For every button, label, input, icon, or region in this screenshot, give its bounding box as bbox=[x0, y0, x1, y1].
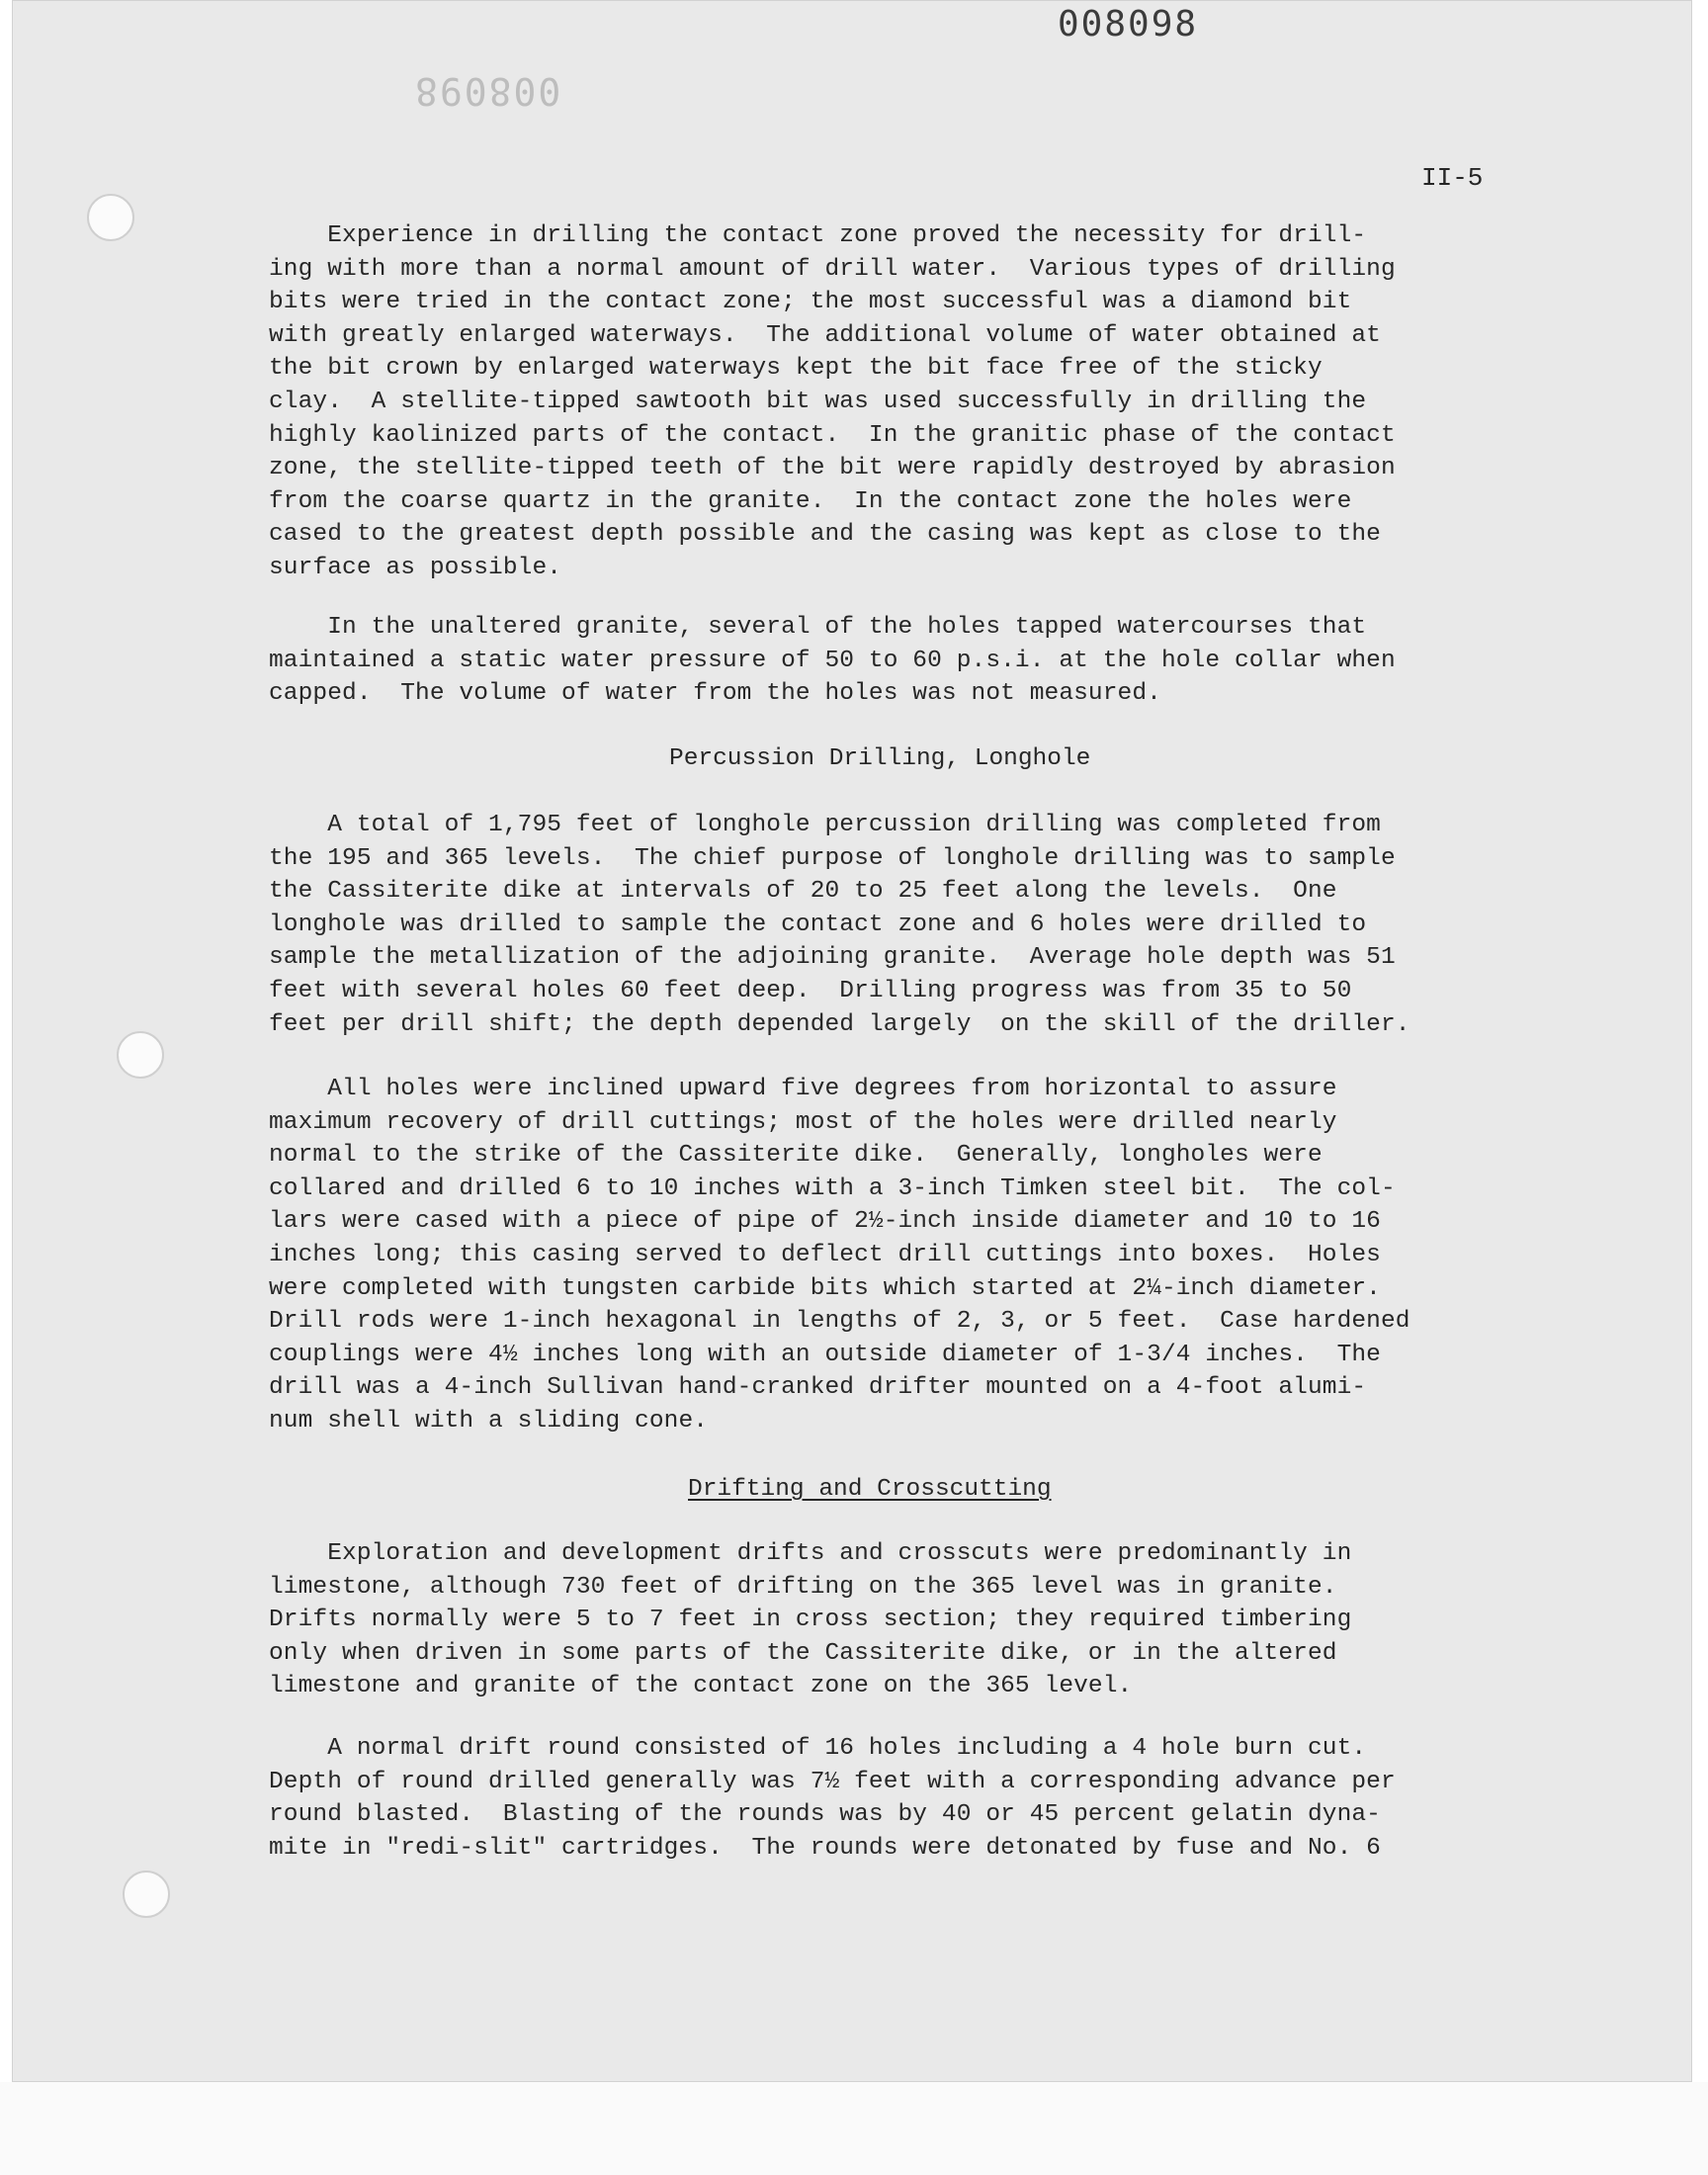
paragraph-hole-inclination bbox=[269, 1073, 1583, 1438]
paragraph-longhole-total bbox=[269, 809, 1583, 1041]
scan-margin bbox=[0, 2082, 1708, 2175]
text-line: collared and drilled 6 to 10 inches with a 3-inch Timken steel bit. The col- bbox=[269, 1174, 1396, 1202]
text-line: feet with several holes 60 feet deep. Drilling progress was from 35 to 50 bbox=[269, 977, 1352, 1004]
punch-hole-middle bbox=[117, 1031, 164, 1079]
text-line: num shell with a sliding cone. bbox=[269, 1407, 709, 1435]
text-line: drill was a 4-inch Sullivan hand-cranked drifter mounted on a 4-foot alumi- bbox=[269, 1374, 1367, 1402]
text-line: Exploration and development drifts and crosscuts were predominantly in bbox=[269, 1540, 1352, 1567]
text-line: the 195 and 365 levels. The chief purpose of longhole drilling was to sample bbox=[269, 844, 1396, 872]
text-line: from the coarse quartz in the granite. In the contact zone the holes were bbox=[269, 487, 1352, 515]
text-line: A normal drift round consisted of 16 holes including a 4 hole burn cut. bbox=[269, 1735, 1367, 1762]
paragraph-drift-round bbox=[269, 1732, 1583, 1865]
text-line: lars were cased with a piece of pipe of 2½-inch inside diameter and 10 to 16 bbox=[269, 1208, 1381, 1236]
text-line: highly kaolinized parts of the contact. In the granitic phase of the contact bbox=[269, 421, 1396, 449]
text-line: In the unaltered granite, several of the holes tapped watercourses that bbox=[269, 614, 1367, 641]
text-line: cased to the greatest depth possible and the casing was kept as close to the bbox=[269, 521, 1381, 549]
text-line: inches long; this casing served to deflect drill cuttings into boxes. Holes bbox=[269, 1241, 1381, 1268]
serial-number-stamp: 008098 bbox=[1058, 4, 1199, 44]
text-line: mite in "redi-slit" cartridges. The rounds were detonated by fuse and No. 6 bbox=[269, 1834, 1381, 1862]
text-line: maximum recovery of drill cuttings; most of the holes were drilled nearly bbox=[269, 1108, 1337, 1136]
text-line: with greatly enlarged waterways. The additional volume of water obtained at bbox=[269, 321, 1381, 349]
text-line: capped. The volume of water from the holes was not measured. bbox=[269, 680, 1161, 708]
text-line: Experience in drilling the contact zone proved the necessity for drill- bbox=[269, 222, 1367, 249]
text-line: Drill rods were 1-inch hexagonal in lengths of 2, 3, or 5 feet. Case hardened bbox=[269, 1308, 1410, 1336]
text-line: Depth of round drilled generally was 7½ feet with a corresponding advance per bbox=[269, 1768, 1396, 1795]
text-line: only when driven in some parts of the Cassiterite dike, or in the altered bbox=[269, 1639, 1337, 1667]
text-line: Drifts normally were 5 to 7 feet in cross section; they required timbering bbox=[269, 1607, 1352, 1634]
text-line: feet per drill shift; the depth depended largely on the skill of the driller. bbox=[269, 1010, 1410, 1038]
text-line: limestone and granite of the contact zone on the 365 level. bbox=[269, 1673, 1133, 1700]
text-line: round blasted. Blasting of the rounds was by 40 or 45 percent gelatin dyna- bbox=[269, 1801, 1381, 1829]
text-line: surface as possible. bbox=[269, 554, 562, 581]
punch-hole-top bbox=[87, 194, 134, 241]
paragraph-exploration-drifts bbox=[269, 1537, 1583, 1703]
text-line: A total of 1,795 feet of longhole percussion drilling was completed from bbox=[269, 812, 1381, 838]
text-line: bits were tried in the contact zone; the most successful was a diamond bit bbox=[269, 289, 1352, 316]
text-line: ing with more than a normal amount of drill water. Various types of drilling bbox=[269, 255, 1396, 283]
text-line: normal to the strike of the Cassiterite dike. Generally, longholes were bbox=[269, 1142, 1323, 1170]
text-line: couplings were 4½ inches long with an outside diameter of 1-3/4 inches. The bbox=[269, 1341, 1381, 1368]
text-line: longhole was drilled to sample the contact zone and 6 holes were drilled to bbox=[269, 911, 1367, 938]
text-line: the bit crown by enlarged waterways kept the bit face free of the sticky bbox=[269, 355, 1323, 383]
section-heading-drifting: Drifting and Crosscutting bbox=[688, 1476, 1052, 1503]
text-line: zone, the stellite-tipped teeth of the bit were rapidly destroyed by abrasion bbox=[269, 455, 1396, 482]
section-heading-percussion-drilling: Percussion Drilling, Longhole bbox=[669, 745, 1091, 772]
text-line: the Cassiterite dike at intervals of 20 to 25 feet along the levels. One bbox=[269, 878, 1337, 906]
paragraph-drilling-contact-zone bbox=[269, 219, 1583, 585]
serial-number-stamp-bleed: 008098 bbox=[413, 69, 561, 113]
text-line: All holes were inclined upward five degrees from horizontal to assure bbox=[269, 1076, 1337, 1102]
text-line: clay. A stellite-tipped sawtooth bit was used successfully in drilling the bbox=[269, 388, 1367, 415]
page-number: II-5 bbox=[1421, 163, 1484, 193]
paragraph-unaltered-granite bbox=[269, 611, 1583, 711]
punch-hole-bottom bbox=[123, 1870, 170, 1918]
text-line: limestone, although 730 feet of drifting on the 365 level was in granite. bbox=[269, 1573, 1337, 1601]
text-line: sample the metallization of the adjoining granite. Average hole depth was 51 bbox=[269, 944, 1396, 972]
text-line: were completed with tungsten carbide bits which started at 2¼-inch diameter. bbox=[269, 1274, 1381, 1302]
text-line: maintained a static water pressure of 50 to 60 p.s.i. at the hole collar when bbox=[269, 647, 1396, 674]
